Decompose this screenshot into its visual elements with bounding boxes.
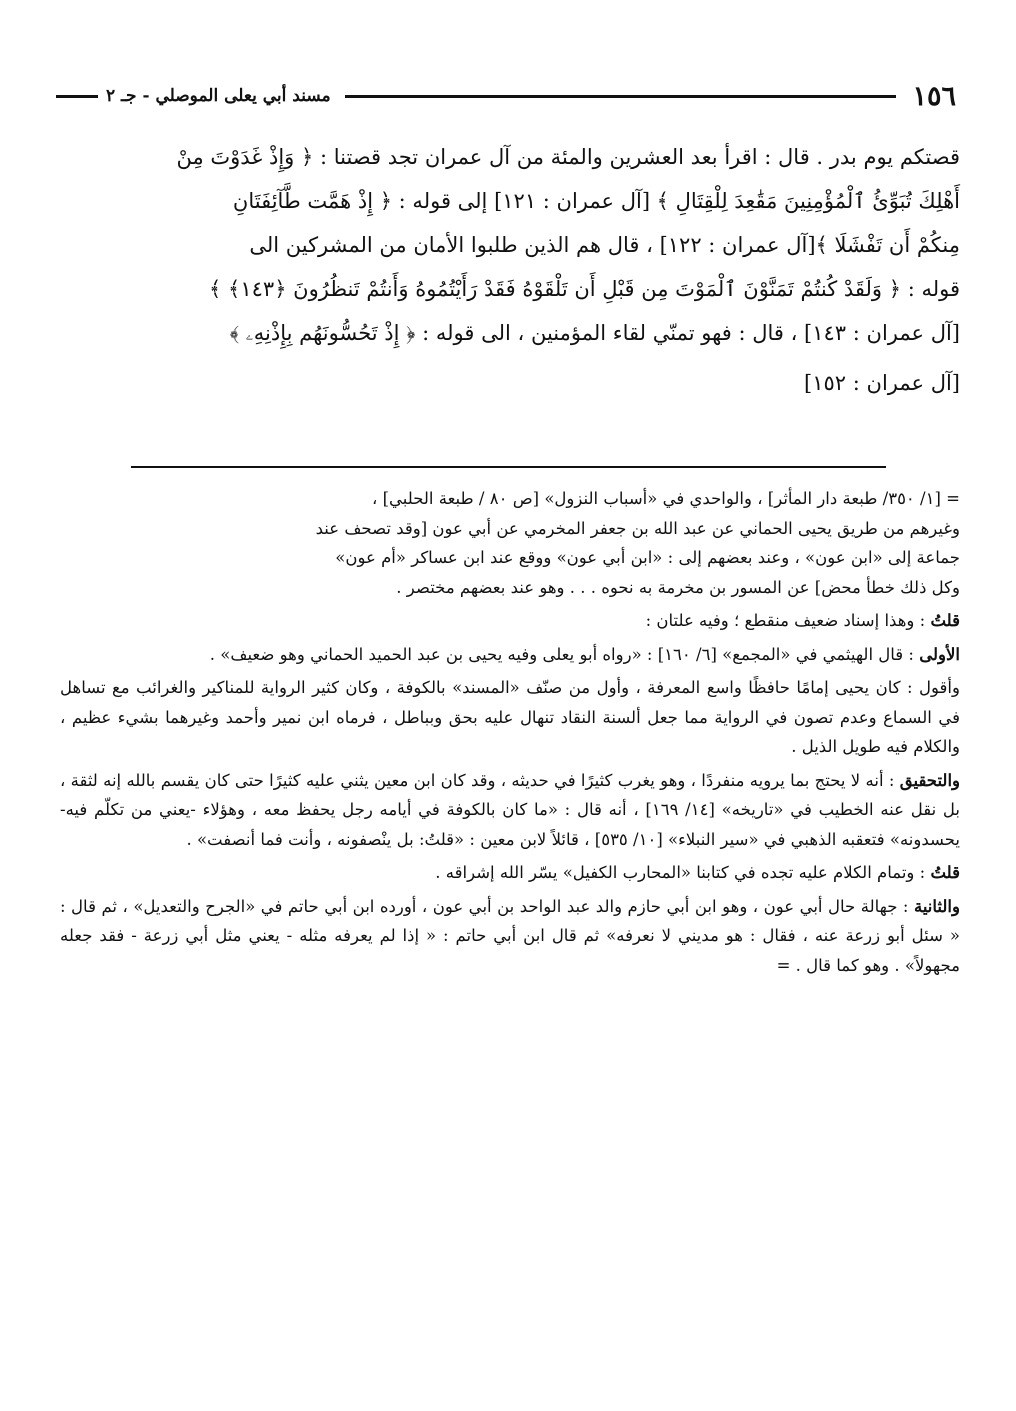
qultu-label: قلتُ [930, 611, 960, 630]
footnote-paragraph-thaniya [60, 892, 960, 981]
footnote-divider [131, 466, 886, 468]
ula-text: : قال الهيثمي في «المجمع» [٦/ ١٦٠] : «رواه أبو يعلى وفيه يحيى بن عبد الحميد الحماني وهو ضعيف» . [209, 644, 920, 664]
main-line: قصتكم يوم بدر . قال : اقرأ بعد العشرين والمئة من آل عمران تجد قصتنا : ﴿ وَإِذْ غَدَوْتَ مِنْ [176, 145, 960, 169]
footnote-line: وغيرهم من طريق يحيى الحماني عن عبد الله بن جعفر المخرمي عن أبي عون [وقد تصحف عند [315, 518, 960, 538]
footnote-paragraph-tahqiq [60, 766, 960, 855]
quran-reference: [آل عمران : ١٥٢] [804, 371, 960, 395]
footnote-line: = [١/ ٣٥٠/ طبعة دار المأثر] ، والواحدي في «أسباب النزول» [ص ٨٠ / طبعة الحلبي] ، [372, 489, 960, 508]
footnote-line: وكل ذلك خطأ محض] عن المسور بن مخرمة به نحوه . . . وهو عند بعضهم مختصر . [396, 577, 960, 597]
header-rule-end [56, 95, 98, 98]
footnote-paragraph-qultu [60, 606, 960, 636]
footnote-line: جماعة إلى «ابن عون» ، وعند بعضهم إلى : «ابن أبي عون» ووقع عند ابن عساكر «أم عون» [335, 548, 960, 567]
qultu2-label: قلتُ [930, 863, 960, 882]
main-line: قوله : ﴿ وَلَقَدْ كُنتُمْ تَمَنَّوْنَ ٱلْمَوْتَ مِن قَبْلِ أَن تَلْقَوْهُ فَقَدْ رَأَيْتُمُوهُ وَأَنتُمْ تَنظُرُونَ ﴿١٤٣﴾ ﴾ [209, 277, 960, 301]
qultu2-text: : وتمام الكلام عليه تجده في كتابنا «المحارب الكفيل» يسّر الله إشراقه . [435, 863, 931, 882]
thaniya-text: : جهالة حال أبي عون ، وهو ابن أبي حازم والد عبد الواحد بن أبي عون ، أورده ابن أبي حاتم في «الجرح والتعديل» ، ثم قال : « سئل أبو زرعة عنه ، فقال : هو مديني لا نعرفه» ثم قال ابن أبي حاتم : « إذا لم يعرفه مثله - يعني مثل أبي زرعة - فقد جعله مجهولاً» . وهو كما قال . = [60, 896, 960, 975]
footnotes [60, 484, 960, 984]
footnote-paragraph-aqulu: وأقول : كان يحيى إمامًا حافظًا واسع المعرفة ، وأول من صنّف «المسند» بالكوفة ، وكان كثير الرواية للمناكير والغرائب مع تساهل في السماع وعدم تصون في الرواية مما جعل ألسنة النقاد تنهال عليه بحق وبباطل ، فرماه ابن نمير وأحمد وغيرهما بشيء عظيم ، والكلام فيه طويل الذيل . [60, 678, 960, 756]
footnote-paragraph-qultu2 [60, 858, 960, 888]
tahqiq-text: : أنه لا يحتج بما يرويه منفردًا ، وهو يغرب كثيرًا في حديثه ، وقد كان ابن معين يثني عليه كثيرًا حتى كان يقسم بالله إنه لثقة ، بل نقل عنه الخطيب في «تاريخه» [١٤/ ١٦٩] ، أنه قال : «ما كان بالكوفة في أيامه رجل يحفظ معه ، وهؤلاء -يعني من تكلّم فيه- يحسدونه» فتعقبه الذهبي في «سير النبلاء» [١٠/ ٥٣٥] ، قائلاً لابن معين : «قلتُ: بل ينْصفونه ، وأنت فما أنصفت» . [60, 770, 960, 849]
main-line: أَهْلِكَ تُبَوِّئُ ٱلْمُؤْمِنِينَ مَقَٰعِدَ لِلْقِتَالِ ﴾ [آل عمران : ١٢١] إلى قوله : ﴿ إِذْ هَمَّت طَّآئِفَتَانِ [232, 189, 960, 213]
running-header [56, 78, 956, 114]
thaniya-label: والثانية [913, 896, 960, 916]
qultu-text: : وهذا إسناد ضعيف منقطع ؛ وفيه علتان : [645, 611, 931, 630]
main-text [60, 135, 960, 405]
footnote-paragraph-ula [60, 640, 960, 670]
book-title: مسند أبي يعلى الموصلي - جـ ٢ [106, 86, 331, 106]
page-number: ١٥٦ [912, 80, 956, 112]
header-rule [345, 95, 897, 98]
main-line: مِنكُمْ أَن تَفْشَلَا ﴾[آل عمران : ١٢٢] ، قال هم الذين طلبوا الأمان من المشركين الى [249, 233, 960, 257]
main-line: [آل عمران : ١٤٣] ، قال : فهو تمنّي لقاء المؤمنين ، الى قوله : ﴿ إِذْ تَحُسُّونَهُم بِإِذْنِهِۦ ﴾ [229, 321, 960, 345]
ula-label: الأولى [919, 644, 960, 664]
tahqiq-label: والتحقيق [899, 770, 960, 790]
